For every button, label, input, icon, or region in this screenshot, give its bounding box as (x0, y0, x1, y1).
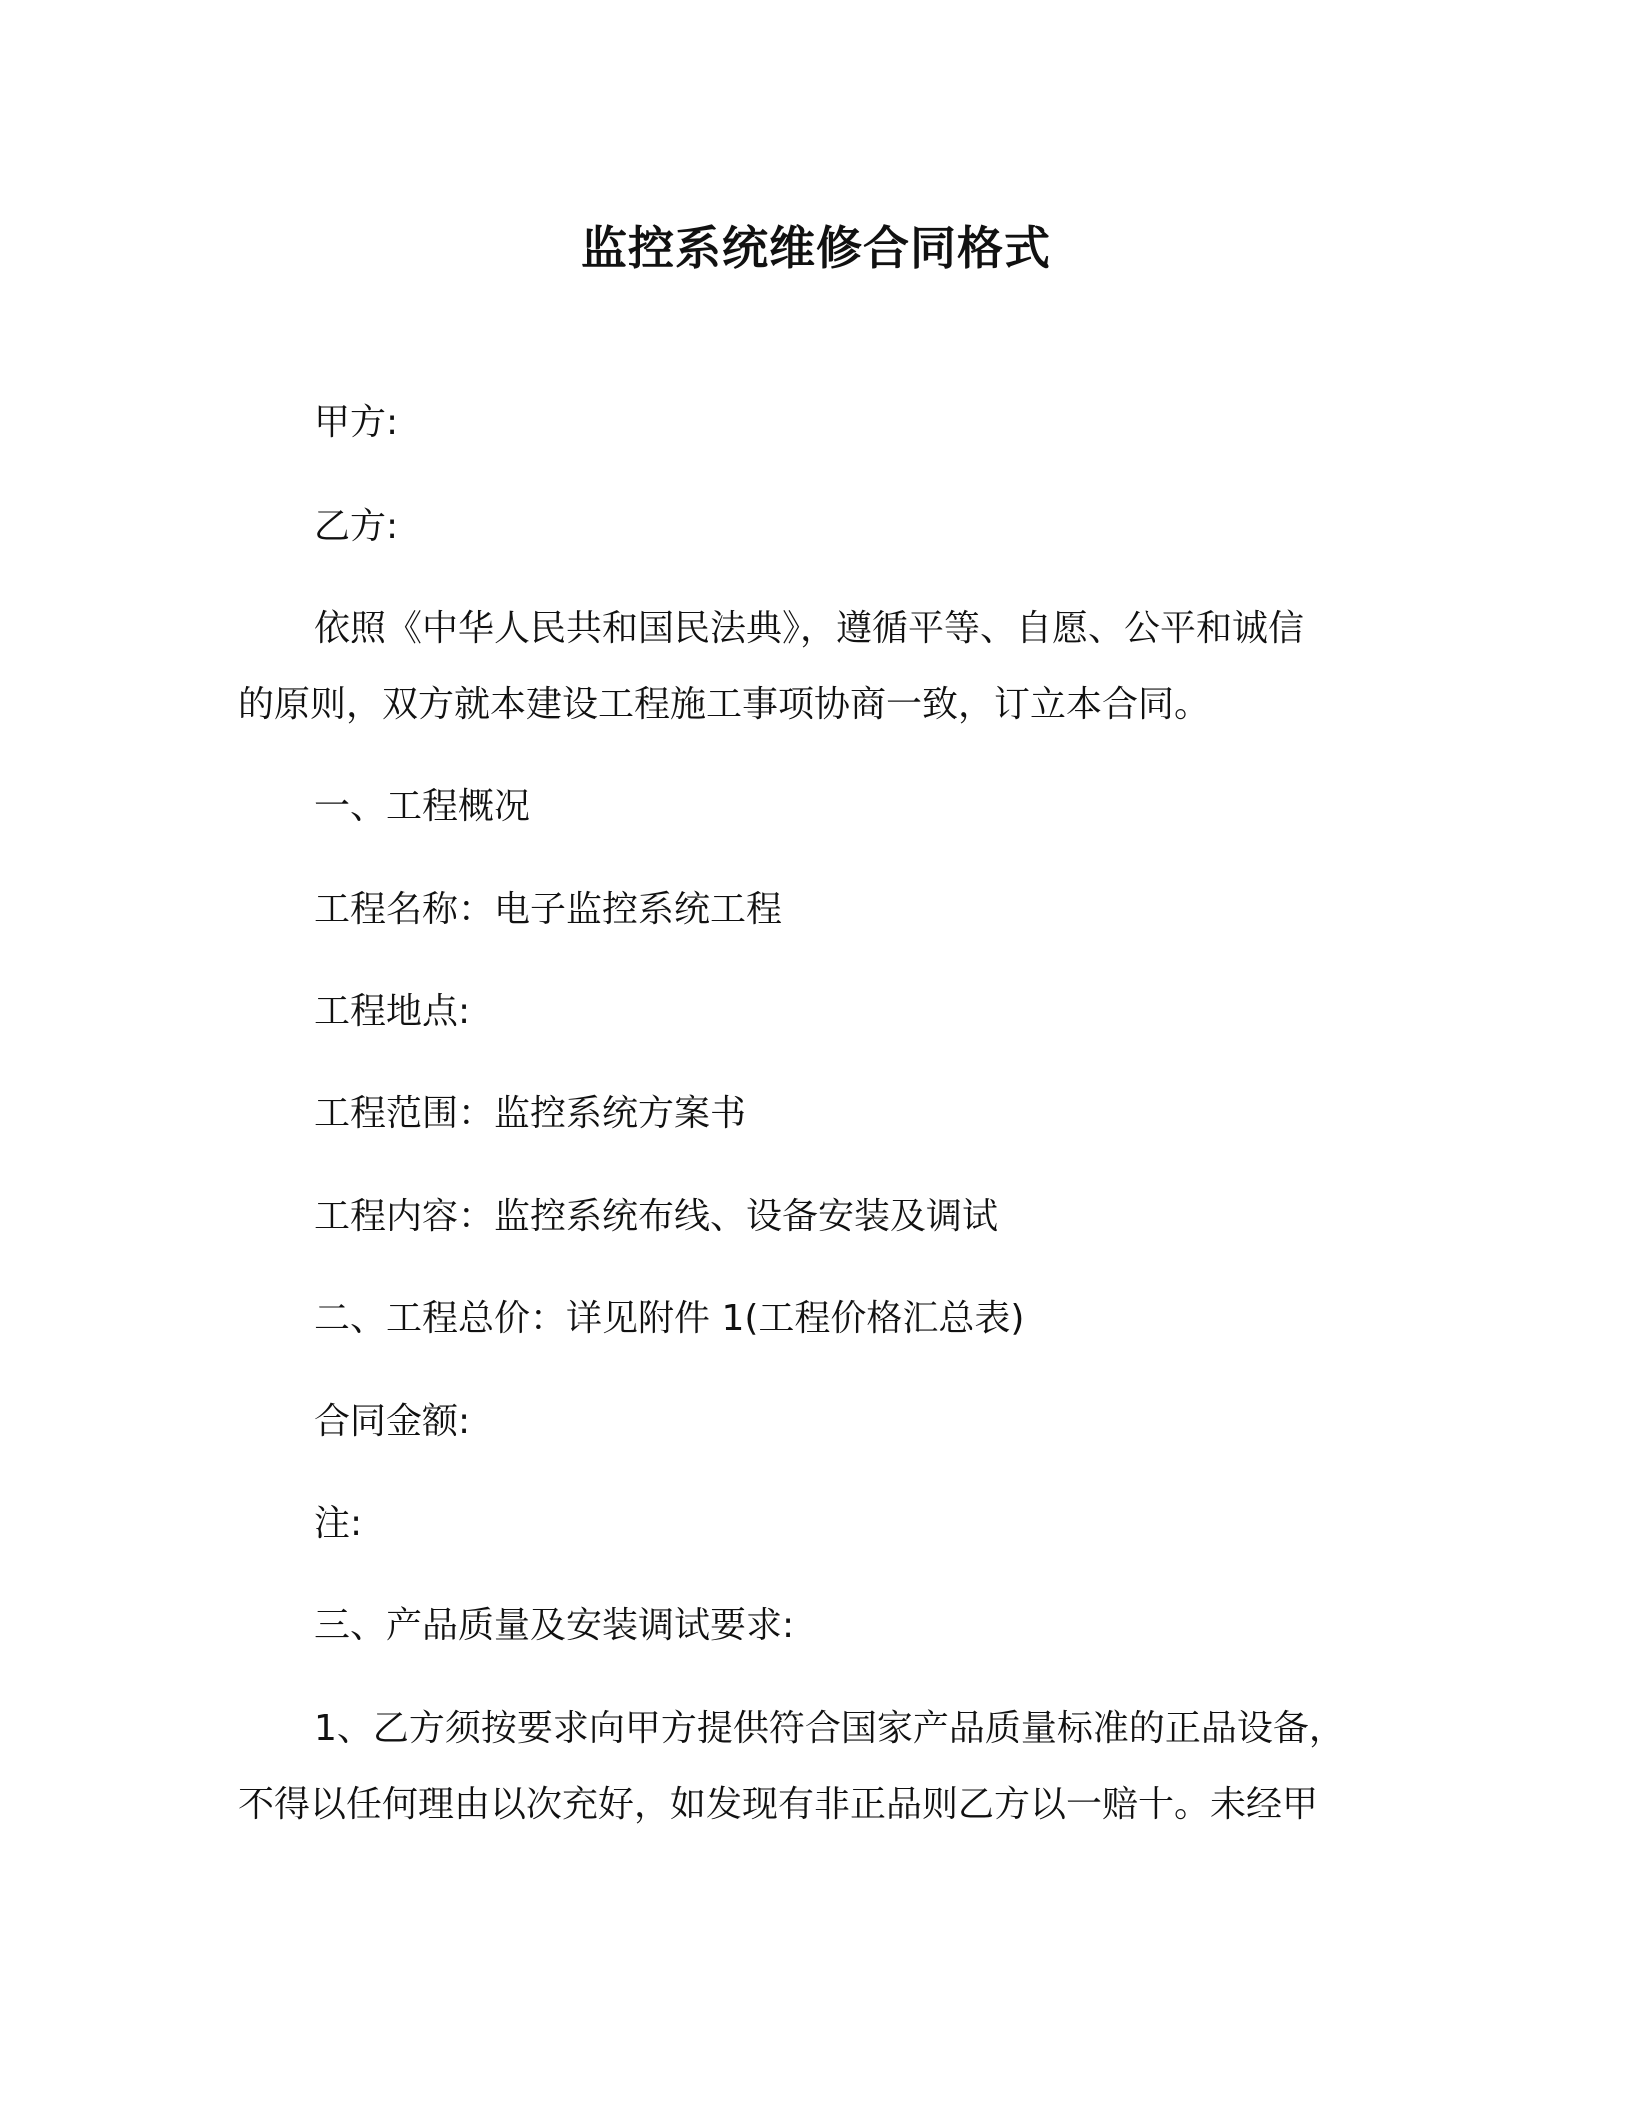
party-b-line: 乙方: (314, 506, 399, 547)
section-heading-2: 二、工程总价：详见附件 1(工程价格汇总表) (314, 1298, 1025, 1339)
clause-1-line-1: 1、乙方须按要求向甲方提供符合国家产品质量标准的正品设备， (314, 1708, 1345, 1749)
preamble-line-2: 的原则，双方就本建设工程施工事项协商一致，订立本合同。 (238, 684, 1211, 725)
section-heading-3: 三、产品质量及安装调试要求: (314, 1605, 795, 1646)
section-heading-1: 一、工程概况 (314, 786, 531, 827)
project-location-line: 工程地点: (314, 991, 471, 1032)
project-name-line: 工程名称：电子监控系统工程 (314, 889, 783, 930)
project-scope-line: 工程范围：监控系统方案书 (314, 1093, 747, 1134)
note-line: 注: (314, 1503, 363, 1544)
document-title: 监控系统维修合同格式 (581, 221, 1051, 275)
party-a-line: 甲方: (314, 402, 399, 443)
contract-amount-line: 合同金额: (314, 1401, 471, 1442)
project-content-line: 工程内容：监控系统布线、设备安装及调试 (314, 1196, 999, 1237)
clause-1-line-2: 不得以任何理由以次充好，如发现有非正品则乙方以一赔十。未经甲 (238, 1784, 1319, 1825)
preamble-line-1: 依照《中华人民共和国民法典》，遵循平等、自愿、公平和诚信 (314, 608, 1305, 649)
